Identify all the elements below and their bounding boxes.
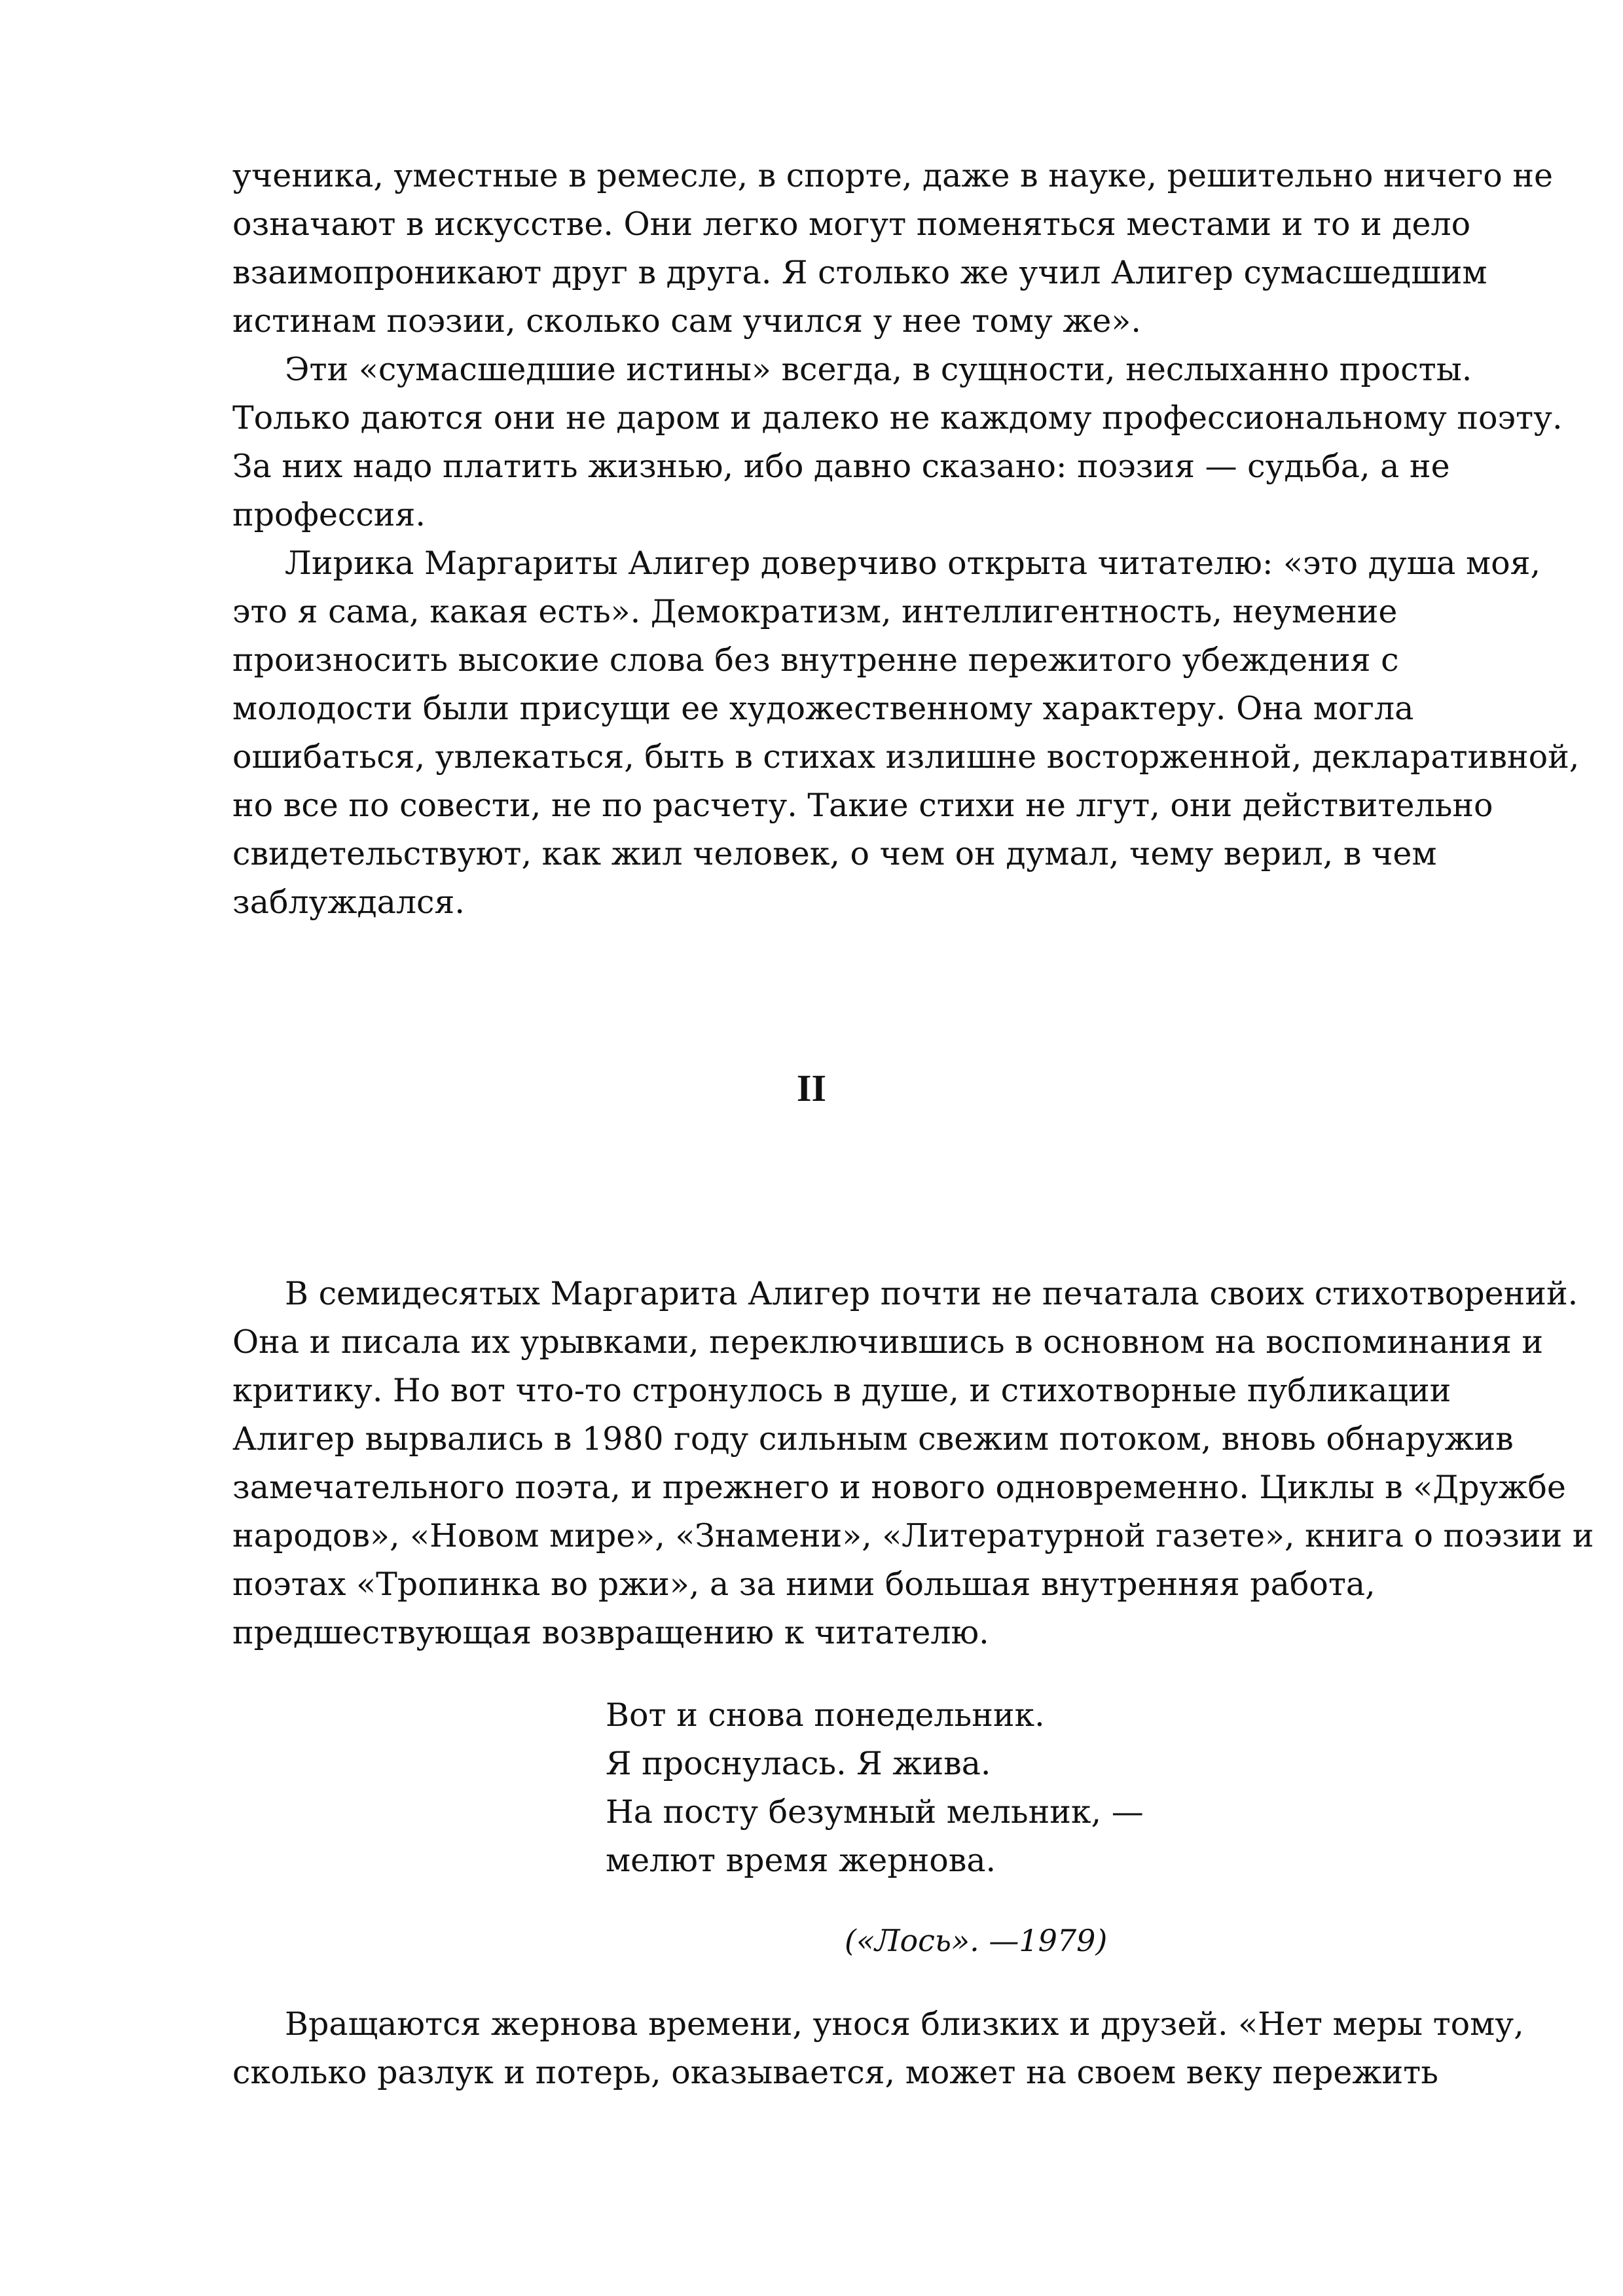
poem-quote — [606, 1691, 1144, 1885]
text-line: замечательного поэта, и прежнего и нового одновременно. Циклы в «Дружбе — [232, 1469, 1566, 1506]
text-line: Алигер вырвались в 1980 году сильным свежим потоком, вновь обнаружив — [232, 1420, 1514, 1458]
text-line: ученика, уместные в ремесле, в спорте, даже в науке, решительно ничего не — [232, 157, 1554, 194]
text-line: означают в искусстве. Они легко могут поменяться местами и то и дело — [232, 206, 1471, 243]
text-line: но все по совести, не по расчету. Такие стихи не лгут, они действительно — [232, 787, 1493, 824]
paragraph-group-2 — [232, 1270, 1594, 1657]
text-line: критику. Но вот что-то стронулось в душе, и стихотворные публикации — [232, 1372, 1451, 1409]
text-line: Она и писала их урывками, переключившись в основном на воспоминания и — [232, 1323, 1544, 1361]
text-line: Вращаются жернова времени, унося близких и друзей. «Нет меры тому, — [285, 2005, 1524, 2043]
poem-line: Вот и снова понедельник. — [606, 1696, 1045, 1734]
text-line: Эти «сумасшедшие истины» всегда, в сущности, неслыханно просты. — [285, 351, 1472, 388]
text-line: сколько разлук и потерь, оказывается, может на своем веку пережить — [232, 2054, 1438, 2091]
text-line: заблуждался. — [232, 884, 465, 921]
text-line: произносить высокие слова без внутренне пережитого убеждения с — [232, 641, 1399, 679]
text-line: молодости были присущи ее художественному характеру. Она могла — [232, 690, 1414, 727]
text-line: народов», «Новом мире», «Знамени», «Литературной газете», книга о поэзии и — [232, 1517, 1594, 1554]
text-line: это я сама, какая есть». Демократизм, интеллигентность, неумение — [232, 593, 1398, 630]
text-line: В семидесятых Маргарита Алигер почти не печатала своих стихотворений. — [285, 1275, 1578, 1312]
text-line: профессия. — [232, 496, 426, 533]
paragraph-group-1 — [232, 152, 1580, 927]
text-line: ошибаться, увлекаться, быть в стихах излишне восторженной, декларативной, — [232, 738, 1580, 776]
poem-line: мелют время жернова. — [606, 1842, 996, 1879]
text-line: предшествующая возвращению к читателю. — [232, 1614, 989, 1651]
text-line: Лирика Маргариты Алигер доверчиво открыта читателю: «это душа моя, — [285, 545, 1541, 582]
text-line: поэтах «Тропинка во ржи», а за ними большая внутренняя работа, — [232, 1566, 1376, 1603]
text-line: взаимопроникают друг в друга. Я столько же учил Алигер сумасшедшим — [232, 254, 1487, 291]
paragraph-group-3 — [232, 2000, 1524, 2097]
poem-citation: («Лось». —1979) — [845, 1923, 1108, 1958]
poem-line: На посту безумный мельник, — — [606, 1793, 1144, 1831]
section-heading: II — [796, 1067, 827, 1109]
poem-line: Я проснулась. Я жива. — [606, 1745, 991, 1782]
text-line: истинам поэзии, сколько сам учился у нее тому же». — [232, 302, 1141, 340]
text-line: свидетельствуют, как жил человек, о чем он думал, чему верил, в чем — [232, 835, 1437, 872]
text-line: Только даются они не даром и далеко не каждому профессиональному поэту. — [232, 399, 1563, 437]
text-line: За них надо платить жизнью, ибо давно сказано: поэзия — судьба, а не — [232, 448, 1450, 485]
